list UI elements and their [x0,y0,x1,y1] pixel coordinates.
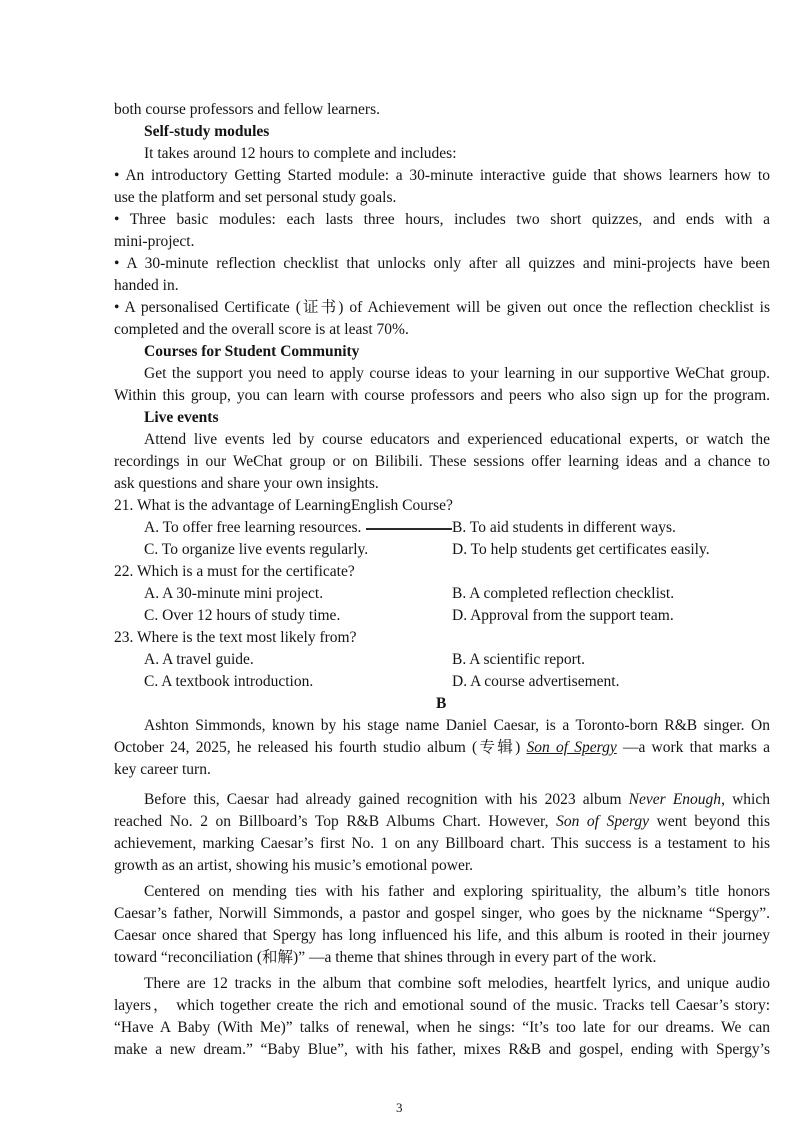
album-title: Son of Spergy [556,813,650,830]
page-number: 3 [396,1100,403,1115]
text-line: Attend live events led by course educators and experienced educational experts, or watch the [144,431,770,448]
bullet-getting-started: • An introductory Getting Started module: a 30-minute interactive guide that shows learners how to [114,167,770,184]
text-span: went beyond this [649,813,770,830]
text-line: handed in. [114,277,179,294]
text-line: Centered on mending ties with his father and exploring spirituality, the album’s title honors [144,883,770,900]
text-line: Within this group, you can learn with course professors and peers who also sign up for the program. [114,387,770,404]
bullet-basic-modules: • Three basic modules: each lasts three hours, includes two short quizzes, and ends with a [114,211,770,228]
text-span: —a work that marks a [616,739,770,756]
text-line: make a new dream.” “Baby Blue”, with his father, mixes R&B and gospel, ending with Spergy’s [114,1041,770,1058]
text-line: Get the support you need to apply course ideas to your learning in our supportive WeChat group. [144,365,770,382]
heading-self-study: Self-study modules [144,123,270,140]
question-23-stem: 23. Where is the text most likely from? [114,629,357,646]
heading-community: Courses for Student Community [144,343,360,360]
question-21-option-c: C. To organize live events regularly. [144,541,369,558]
text-line: recordings in our WeChat group or on Bilibili. These sessions offer learning ideas and a chance to [114,453,770,470]
text-line: Caesar once shared that Spergy has long influenced his life, and this album is rooted in their journey [114,927,770,944]
question-22-stem: 22. Which is a must for the certificate? [114,563,355,580]
text-span: , which [721,791,770,808]
question-22-option-b: B. A completed reflection checklist. [452,585,675,602]
text-line: layers， which together create the rich and emotional sound of the music. Tracks tell Caesar’s story: [114,997,770,1014]
question-22-option-a: A. A 30-minute mini project. [144,585,324,602]
question-22-option-d: D. Approval from the support team. [452,607,674,624]
bullet-reflection-checklist: • A 30-minute reflection checklist that unlocks only after all quizzes and mini-projects have been [114,255,770,272]
album-title: Never Enough [628,791,722,808]
text-line: achievement, marking Caesar’s first No. 1 on any Billboard chart. This success is a testament to his [114,835,770,852]
text-line: completed and the overall score is at least 70%. [114,321,409,338]
text-line: key career turn. [114,761,211,778]
text-line: toward “reconciliation (和解)” —a theme that shines through in every part of the work. [114,949,657,966]
text-line: ask questions and share your own insights. [114,475,379,492]
section-b-heading: B [436,695,447,712]
question-23-option-d: D. A course advertisement. [452,673,620,690]
heading-live-events: Live events [144,409,219,426]
text-line: use the platform and set personal study goals. [114,189,397,206]
question-21-option-b: B. To aid students in different ways. [452,519,676,536]
text-line: “Have A Baby (With Me)” talks of renewal, when he sings: “It’s too late for our dreams. We can [114,1019,770,1036]
text-span: Before this, Caesar had already gained recognition with his 2023 album [144,791,629,808]
text-line: growth as an artist, showing his music’s emotional power. [114,857,474,874]
text-line: It takes around 12 hours to complete and includes: [144,145,457,162]
text-span: October 24, 2025, he released his fourth studio album (专辑) [114,739,527,756]
question-23-option-a: A. A travel guide. [144,651,254,668]
pencil-mark [366,528,452,530]
text-line: Ashton Simmonds, known by his stage name Daniel Caesar, is a Toronto-born R&B singer. On [144,717,770,734]
text-line: both course professors and fellow learners. [114,101,380,118]
question-23-option-c: C. A textbook introduction. [144,673,314,690]
text-span: reached No. 2 on Billboard’s Top R&B Albums Chart. However, [114,813,557,830]
question-22-option-c: C. Over 12 hours of study time. [144,607,341,624]
text-line: mini-project. [114,233,195,250]
bullet-certificate: • A personalised Certificate (证书) of Achievement will be given out once the reflection checklist is [114,299,770,316]
text-line [114,738,770,758]
question-21-option-d: D. To help students get certificates easily. [452,541,710,558]
album-title: Son of Spergy [526,739,617,756]
question-21-option-a: A. To offer free learning resources. [144,519,362,536]
text-line [144,790,770,810]
text-line [114,812,770,832]
question-21-stem: 21. What is the advantage of LearningEnglish Course? [114,497,453,514]
text-line: Caesar’s father, Norwill Simmonds, a pastor and gospel singer, who goes by the nickname “Spergy”. [114,905,770,922]
question-23-option-b: B. A scientific report. [452,651,586,668]
text-line: There are 12 tracks in the album that combine soft melodies, heartfelt lyrics, and unique audio [144,975,770,992]
